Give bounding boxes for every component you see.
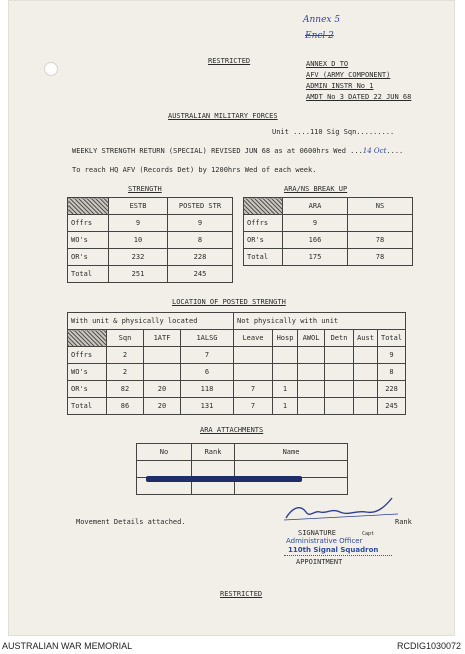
attachments-heading: ARA ATTACHMENTS <box>200 426 264 434</box>
annotation-line1: Annex 5 <box>303 15 341 25</box>
reach-line: To reach HQ AFV (Records Det) by 1200hrs Wed of each week. <box>72 166 317 174</box>
return-date: 14 Oct <box>362 147 387 155</box>
redaction-bar <box>146 476 302 482</box>
annex-ref-4: AMDT No 3 DATED 22 JUN 68 <box>306 93 412 101</box>
hatched-cell <box>68 330 107 347</box>
col-ara: ARA <box>283 198 348 215</box>
annex-ref-2: AFV (ARMY COMPONENT) <box>306 71 391 79</box>
footer-right: RCDIG1030072 <box>396 641 461 651</box>
rank-suffix: Capt <box>362 531 375 537</box>
col-estb: ESTB <box>109 198 168 215</box>
handwritten-signature <box>282 490 402 530</box>
punch-hole <box>44 62 58 76</box>
doc-title: AUSTRALIAN MILITARY FORCES <box>168 112 278 120</box>
signature-label: SIGNATURE <box>298 529 336 537</box>
ara-ns-heading: ARA/NS BREAK UP <box>284 185 348 193</box>
ara-ns-table <box>243 197 413 266</box>
group-not-with-unit: Not physically with unit <box>234 313 406 330</box>
annotation-line2: Encl 2 <box>305 31 334 41</box>
table-row: OR's 232 228 <box>68 249 233 266</box>
archive-footer <box>0 638 465 654</box>
footer-left: AUSTRALIAN WAR MEMORIAL <box>2 641 133 651</box>
table-row: OR's 166 78 <box>244 232 413 249</box>
table-row: WO's 10 8 <box>68 232 233 249</box>
appointment-rule <box>284 555 392 556</box>
table-row: Offrs 9 9 <box>68 215 233 232</box>
classification-bottom: RESTRICTED <box>220 590 263 598</box>
annex-ref-1: ANNEX D TO <box>306 60 349 68</box>
unit-label: Unit ....110 Sig Sqn......... <box>272 128 395 136</box>
group-with-unit: With unit & physically located <box>68 313 234 330</box>
col-ns: NS <box>348 198 413 215</box>
table-row: Total 251 245 <box>68 266 233 283</box>
rank-label: Rank <box>395 518 412 526</box>
strength-table <box>67 197 233 283</box>
movement-note: Movement Details attached. <box>76 518 186 526</box>
strength-heading: STRENGTH <box>128 185 162 193</box>
table-row <box>137 461 348 478</box>
table-row: WO's 2 6 8 <box>68 364 406 381</box>
location-heading: LOCATION OF POSTED STRENGTH <box>172 298 286 306</box>
appointment-label: APPOINTMENT <box>296 558 343 566</box>
hatched-cell <box>68 198 109 215</box>
return-line: WEEKLY STRENGTH RETURN (SPECIAL) REVISED JUN 68 as at 0600hrs Wed ...14 Oct.... <box>72 147 404 155</box>
annex-ref-3: ADMIN INSTR No 1 <box>306 82 374 90</box>
table-row: Total 175 78 <box>244 249 413 266</box>
location-table: With unit & physically located Not physically with unit Sqn 1ATF 1ALSG Leave Hosp AWOL Detn Aust Total Offrs 2 7 9 WO's 2 6 8 OR's 82 20 118 7 1 228 Total 86 20 131 7 1 245 <box>67 312 406 415</box>
table-row: Total 86 20 131 7 1 245 <box>68 398 406 415</box>
hatched-cell <box>244 198 283 215</box>
classification-top: RESTRICTED <box>208 57 251 65</box>
table-row: Offrs 2 7 9 <box>68 347 406 364</box>
col-posted: POSTED STR <box>168 198 233 215</box>
table-row: OR's 82 20 118 7 1 228 <box>68 381 406 398</box>
table-row: Offrs 9 <box>244 215 413 232</box>
stamp-line1: Administrative Officer <box>286 537 363 545</box>
unit-value: 110 Sig Sqn <box>309 128 357 136</box>
stamp-line2: 110th Signal Squadron <box>288 546 379 554</box>
attachments-table: No Rank Name <box>136 443 348 495</box>
